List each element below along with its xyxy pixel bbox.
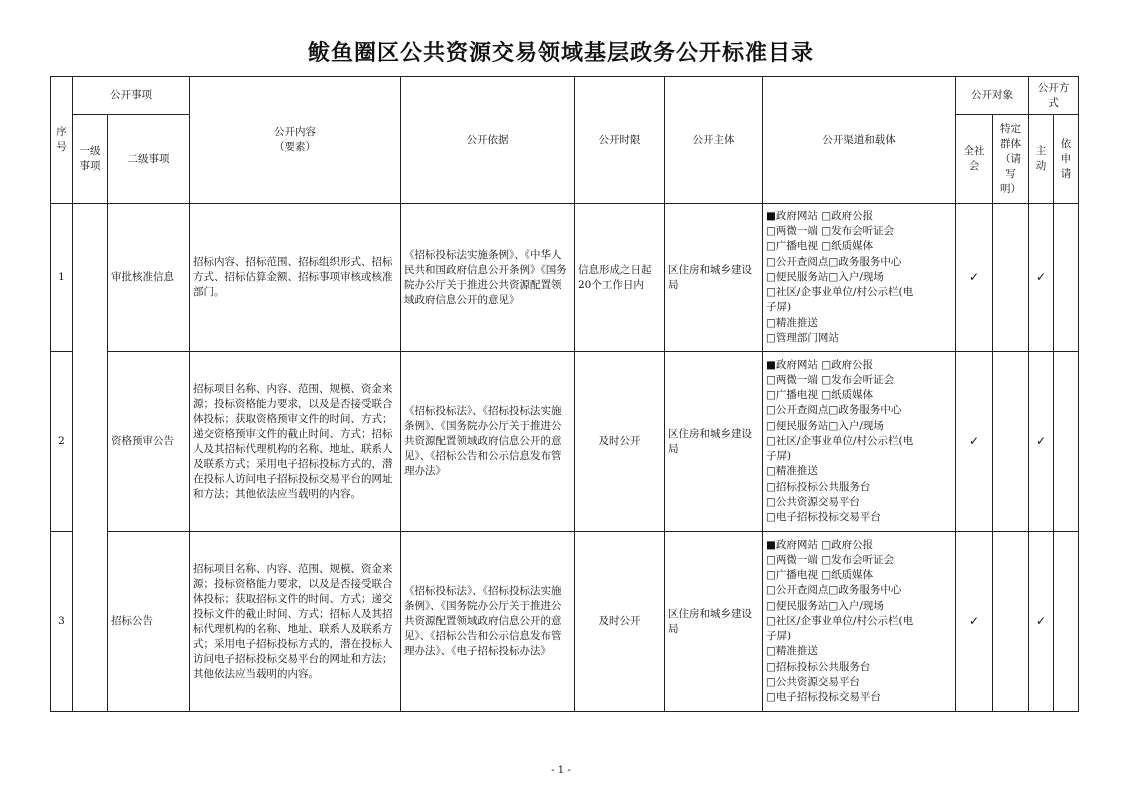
channel-item: □管理部门网站 — [766, 331, 839, 344]
channel-item: □电子招标投标交易平台 — [766, 510, 881, 523]
header-level2: 二级事项 — [108, 115, 190, 204]
channel-item: □公开查阅点□政务服务中心 — [766, 404, 902, 417]
row-basis: 《招标投标法》、《招标投标法实施条例》、《国务院办公厅关于推进公共资源配置领域政府信息公开的意见》、《招标公告和公示信息发布管理办法》、《电子招标投标办法》 — [401, 532, 575, 712]
page-number: - 1 - — [551, 765, 571, 776]
channel-item: □公开查阅点□政务服务中心 — [766, 255, 902, 268]
check-request — [1054, 532, 1079, 712]
row-channels — [763, 532, 956, 712]
row-time-limit: 及时公开 — [575, 532, 665, 712]
page-title: 鲅鱼圈区公共资源交易领域基层政务公开标准目录 — [307, 41, 814, 66]
channel-item: □社区/企事业单位/村公示栏(电 — [766, 286, 914, 299]
header-index: 序 号 — [51, 77, 73, 204]
level1-cell — [73, 204, 108, 712]
channel-item: □社区/企事业单位/村公示栏(电 — [766, 434, 914, 447]
table-row — [51, 352, 1079, 532]
header-matter: 公开事项 — [73, 77, 190, 115]
row-channels — [763, 204, 956, 352]
row-subject: 区住房和城乡建设局 — [665, 352, 763, 532]
channel-item: □两微一端 □发布会听证会 — [766, 374, 895, 387]
channel-item: □精准推送 — [766, 465, 818, 478]
row-index: 1 — [51, 204, 73, 352]
header-channels: 公开渠道和载体 — [763, 77, 956, 204]
check-audience-all: ✓ — [956, 352, 993, 532]
row-subject: 区住房和城乡建设局 — [665, 532, 763, 712]
header-audience: 公开对象 — [956, 77, 1029, 115]
channel-item: □两微一端 □发布会听证会 — [766, 225, 895, 238]
header-content: 公开内容 （要素） — [190, 77, 401, 204]
row-level2: 招标公告 — [108, 532, 190, 712]
channel-item: □两微一端 □发布会听证会 — [766, 554, 895, 567]
channel-item: □便民服务站□入户/现场 — [766, 599, 884, 612]
row-basis: 《招标投标法实施条例》、《中华人民共和国政府信息公开条例》《国务院办公厅关于推进公共资源配置领域政府信息公开的意见》 — [401, 204, 575, 352]
channel-item: ■政府网站 □政府公报 — [766, 210, 874, 223]
channel-item: 子屏) — [766, 301, 792, 314]
channel-item: □便民服务站□入户/现场 — [766, 270, 884, 283]
header-method-request: 依 申 请 — [1054, 115, 1079, 204]
header-time-limit: 公开时限 — [575, 77, 665, 204]
check-audience-specific — [993, 532, 1029, 712]
row-time-limit: 信息形成之日起20个工作日内 — [575, 204, 665, 352]
header-subject: 公开主体 — [665, 77, 763, 204]
channel-item: □社区/企事业单位/村公示栏(电 — [766, 614, 914, 627]
header-audience-specific: 特定 群体 （请 写 明） — [993, 115, 1029, 204]
row-time-limit: 及时公开 — [575, 352, 665, 532]
channel-item: ■政府网站 □政府公报 — [766, 358, 874, 371]
channel-item: ■政府网站 □政府公报 — [766, 538, 874, 551]
channel-item: □招标投标公共服务台 — [766, 660, 871, 673]
table-row — [51, 204, 1079, 352]
channel-item: □广播电视 □纸质媒体 — [766, 240, 874, 253]
channel-item: 子屏) — [766, 450, 792, 463]
channel-item: □公共资源交易平台 — [766, 675, 860, 688]
catalog-table — [50, 76, 1079, 712]
check-active: ✓ — [1029, 352, 1054, 532]
check-audience-specific — [993, 204, 1029, 352]
check-audience-all: ✓ — [956, 204, 993, 352]
channel-item: □电子招标投标交易平台 — [766, 690, 881, 703]
row-index: 2 — [51, 352, 73, 532]
row-basis: 《招标投标法》、《招标投标法实施条例》、《国务院办公厅关于推进公共资源配置领域政府信息公开的意见》、《招标公告和公示信息发布管理办法》 — [401, 352, 575, 532]
channel-item: □公共资源交易平台 — [766, 495, 860, 508]
row-content: 招标项目名称、内容、范围、规模、资金来源；投标资格能力要求，以及是否接受联合体投标；获取招标文件的时间、方式；递交投标文件的截止时间、方式；招标人及其招标代理机构的名称、地址、联系人及联系方式；采用电子招标投标方式的，潜在投标人访问电子招标投标交易平台的网址和方法；其他依法应当载明的内容。 — [190, 532, 401, 712]
header-level1: 一级 事项 — [73, 115, 108, 204]
row-level2: 资格预审公告 — [108, 352, 190, 532]
check-active: ✓ — [1029, 532, 1054, 712]
check-audience-specific — [993, 352, 1029, 532]
row-channels — [763, 352, 956, 532]
header-basis: 公开依据 — [401, 77, 575, 204]
row-content: 招标内容、招标范围、招标组织形式、招标方式、招标估算金额、招标事项审核或核准部门。 — [190, 204, 401, 352]
check-active: ✓ — [1029, 204, 1054, 352]
header-method-active: 主 动 — [1029, 115, 1054, 204]
row-level2: 审批核准信息 — [108, 204, 190, 352]
check-audience-all: ✓ — [956, 532, 993, 712]
table-row — [51, 532, 1079, 712]
channel-item: □广播电视 □纸质媒体 — [766, 389, 874, 402]
header-method: 公开方 式 — [1029, 77, 1079, 115]
channel-item: □公开查阅点□政务服务中心 — [766, 584, 902, 597]
check-request — [1054, 352, 1079, 532]
row-index: 3 — [51, 532, 73, 712]
header-audience-all: 全社 会 — [956, 115, 993, 204]
channel-item: 子屏) — [766, 630, 792, 643]
channel-item: □精准推送 — [766, 645, 818, 658]
check-request — [1054, 204, 1079, 352]
channel-item: □招标投标公共服务台 — [766, 480, 871, 493]
row-subject: 区住房和城乡建设局 — [665, 204, 763, 352]
channel-item: □便民服务站□入户/现场 — [766, 419, 884, 432]
channel-item: □精准推送 — [766, 316, 818, 329]
row-content: 招标项目名称、内容、范围、规模、资金来源；投标资格能力要求，以及是否接受联合体投标；获取资格预审文件的时间、方式；递交资格预审文件的截止时间、方式；招标人及其招标代理机构的名称、地址、联系人及联系方式；采用电子招标投标方式的，潜在投标人访问电子招标投标交易平台的网址和方法；其他依法应当载明的内容。 — [190, 352, 401, 532]
channel-item: □广播电视 □纸质媒体 — [766, 569, 874, 582]
